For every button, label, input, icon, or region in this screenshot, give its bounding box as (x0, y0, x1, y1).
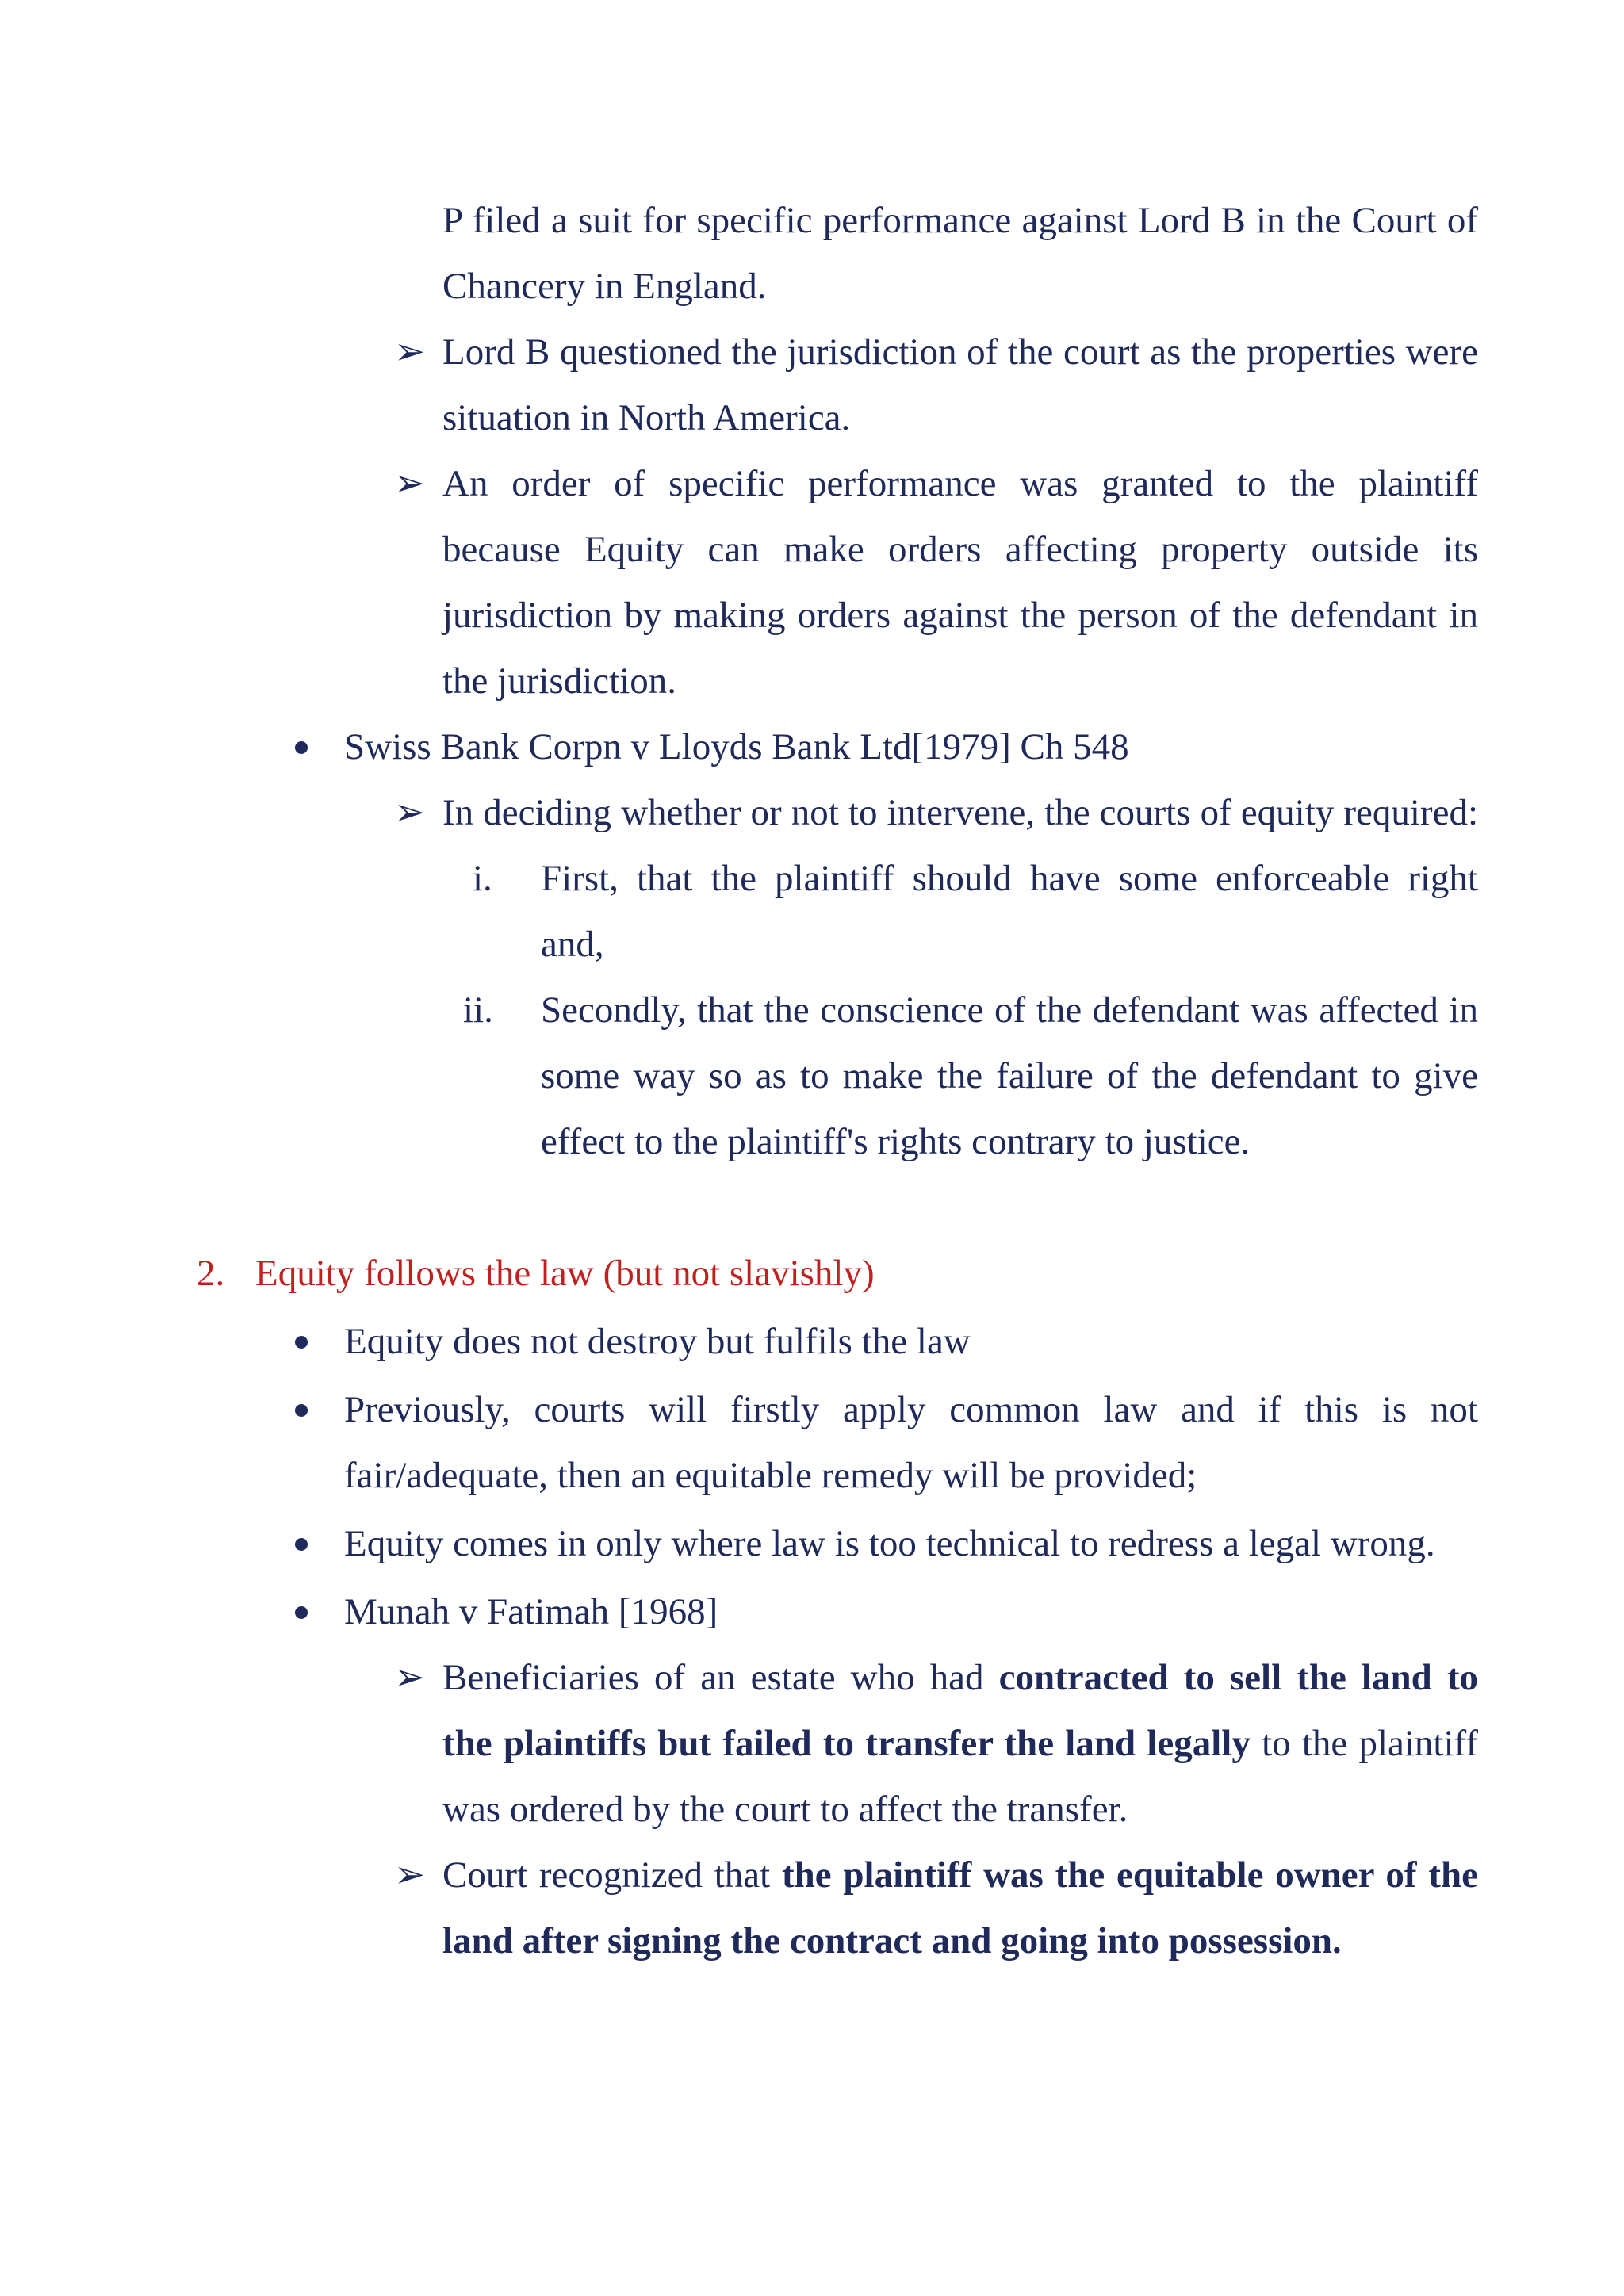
roman-item-text: Secondly, that the conscience of the defendant was affected in (541, 989, 1478, 1031)
bullet-item-text: Equity comes in only where law is too technical to redress a legal wrong. (344, 1523, 1435, 1564)
bullet-item-text: fair/adequate, then an equitable remedy will be provided; (344, 1455, 1197, 1496)
arrow-item-text: the jurisdiction. (442, 660, 677, 702)
roman-item-text: and, (541, 924, 604, 965)
arrow-item-text: An order of specific performance was granted to the plaintiff (442, 463, 1478, 504)
arrowhead-bullet-icon: ➢ (394, 1657, 426, 1698)
bullet-item-text: Previously, courts will firstly apply common law and if this is not (344, 1389, 1478, 1430)
plain-text: Court recognized that (442, 1854, 782, 1896)
round-bullet-icon (295, 1538, 308, 1551)
arrow-item-text (442, 1854, 1478, 1896)
arrowhead-bullet-icon: ➢ (394, 331, 426, 373)
arrow-item-text: situation in North America. (442, 397, 851, 438)
arrow-item-text: Lord B questioned the jurisdiction of the court as the properties were (442, 331, 1478, 373)
arrow-item-text: jurisdiction by making orders against the person of the defendant in (442, 595, 1478, 636)
roman-numeral-marker: i. (473, 858, 492, 899)
arrow-item-text (442, 1920, 1342, 1961)
arrowhead-bullet-icon: ➢ (394, 792, 426, 833)
arrow-item-text: was ordered by the court to affect the transfer. (442, 1789, 1128, 1830)
case-text-line: P filed a suit for specific performance against Lord B in the Court of (442, 200, 1478, 241)
arrow-item-text: because Equity can make orders affecting property outside its (442, 529, 1478, 570)
arrow-item-text (442, 1725, 1478, 1762)
plain-text: Beneficiaries of an estate who had (442, 1657, 999, 1698)
bold-text: the plaintiff was the equitable owner of the (782, 1854, 1478, 1896)
case-title: Swiss Bank Corpn v Lloyds Bank Ltd[1979] Ch 548 (344, 726, 1129, 767)
round-bullet-icon (295, 1336, 308, 1349)
round-bullet-icon (295, 1404, 308, 1417)
arrow-item-text: In deciding whether or not to intervene, the courts of equity required: (442, 792, 1478, 833)
roman-item-text: some way so as to make the failure of the defendant to give (541, 1055, 1478, 1096)
round-bullet-icon (295, 1606, 308, 1619)
bold-text: contracted to sell the land to (998, 1657, 1478, 1698)
section-heading: Equity follows the law (but not slavishly) (255, 1253, 875, 1294)
roman-item-text: First, that the plaintiff should have some enforceable right (541, 858, 1478, 899)
case-text-line: Chancery in England. (442, 266, 767, 307)
case-title: Munah v Fatimah [1968] (344, 1591, 718, 1632)
round-bullet-icon (295, 741, 308, 754)
arrowhead-bullet-icon: ➢ (394, 1854, 426, 1896)
section-number: 2. (197, 1253, 225, 1294)
bold-text: the plaintiffs but failed to transfer the land legally (442, 1723, 1251, 1764)
roman-numeral-marker: ii. (463, 989, 493, 1031)
bold-text: land after signing the contract and going into possession. (442, 1920, 1342, 1961)
arrow-item-text (442, 1659, 1478, 1697)
bullet-item-text: Equity does not destroy but fulfils the law (344, 1321, 971, 1362)
roman-item-text: effect to the plaintiff's rights contrary to justice. (541, 1121, 1251, 1162)
plain-text: to the plaintiff (1250, 1723, 1479, 1764)
arrowhead-bullet-icon: ➢ (394, 463, 426, 504)
